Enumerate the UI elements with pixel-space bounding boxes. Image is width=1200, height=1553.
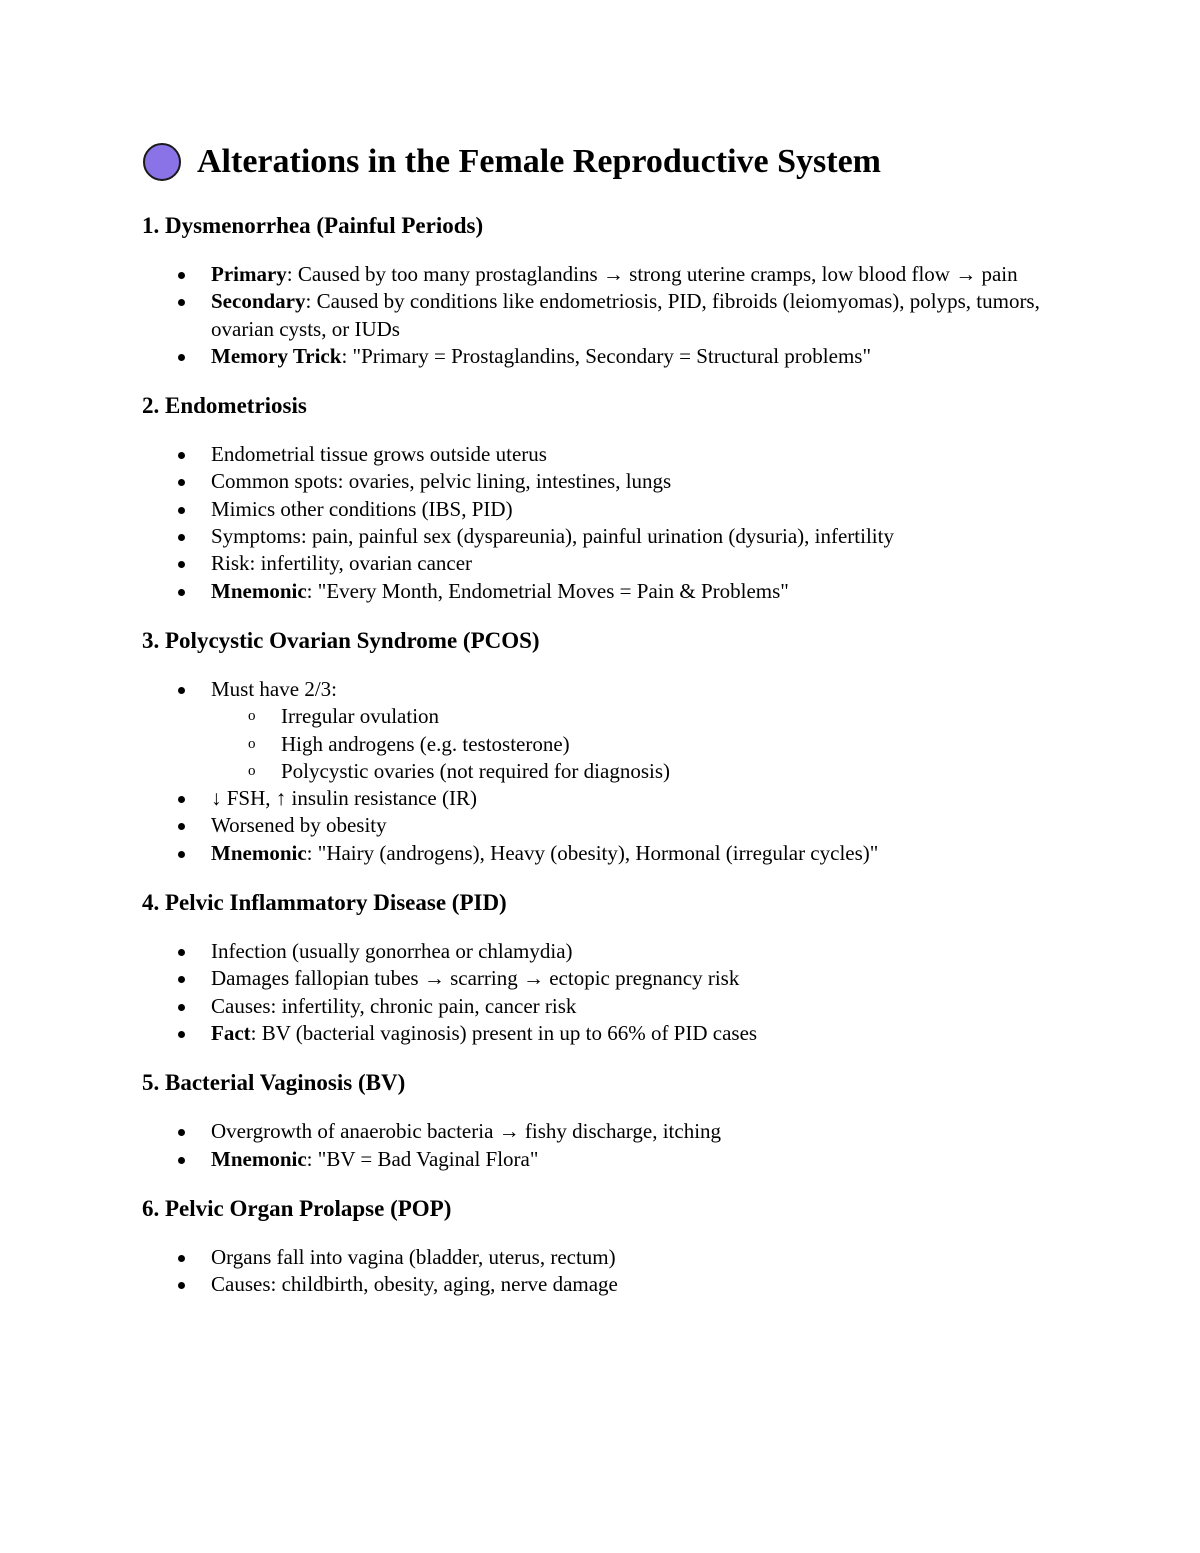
item-label: Fact	[211, 1020, 251, 1045]
item-text: Risk: infertility, ovarian cancer	[211, 551, 473, 576]
item-text: Organs fall into vagina (bladder, uterus, rectum)	[211, 1244, 616, 1269]
item-label: Secondary	[211, 289, 306, 314]
list-item	[142, 938, 1062, 965]
list-item	[142, 785, 1062, 812]
item-text: Causes: infertility, chronic pain, cancer risk	[211, 993, 577, 1018]
item-text: Worsened by obesity	[211, 813, 387, 838]
item-label: Memory Trick	[211, 343, 342, 368]
list-item	[142, 1118, 1062, 1145]
item-text: Endometrial tissue grows outside uterus	[211, 442, 547, 467]
item-text: Causes: childbirth, obesity, aging, nerve damage	[211, 1272, 618, 1297]
list-item	[142, 550, 1062, 577]
item-text: Overgrowth of anaerobic bacteria → fishy discharge, itching	[211, 1119, 722, 1144]
item-label: Mnemonic	[211, 578, 307, 603]
section-heading: 1. Dysmenorrhea (Painful Periods)	[142, 213, 484, 238]
list-item	[142, 496, 1062, 523]
list-item	[142, 812, 1062, 839]
list-item	[142, 1271, 1062, 1298]
list-item	[142, 261, 1062, 288]
page-title: Alterations in the Female Reproductive System	[197, 143, 881, 180]
section-heading: 6. Pelvic Organ Prolapse (POP)	[142, 1195, 452, 1221]
item-text: Must have 2/3:	[211, 676, 337, 701]
section-heading: 2. Endometriosis	[142, 393, 307, 419]
item-text: : BV (bacterial vaginosis) present in up to 66% of PID cases	[250, 1020, 758, 1045]
section-heading: 3. Polycystic Ovarian Syndrome (PCOS)	[142, 627, 540, 653]
item-text: ↓ FSH, ↑ insulin resistance (IR)	[211, 786, 477, 811]
title-row	[143, 138, 881, 186]
list-item	[142, 965, 1062, 992]
list-item	[142, 1020, 1062, 1047]
item-text: : "Every Month, Endometrial Moves = Pain & Problems"	[306, 578, 789, 603]
list-item	[142, 840, 1062, 867]
sub-list	[211, 703, 1062, 785]
item-text: : "Primary = Prostaglandins, Secondary = Structural problems"	[341, 343, 872, 368]
sub-list-item: o High androgens (e.g. testosterone)	[211, 731, 1062, 758]
sub-list-item: o Polycystic ovaries (not required for diagnosis)	[211, 758, 1062, 785]
list-item	[142, 1146, 1062, 1173]
bullet-list	[142, 1118, 1062, 1173]
list-item	[142, 578, 1062, 605]
item-text: Mimics other conditions (IBS, PID)	[211, 496, 513, 521]
item-text: : Caused by too many prostaglandins → strong uterine cramps, low blood flow → pain	[286, 262, 1018, 286]
item-text: Infection (usually gonorrhea or chlamydia)	[211, 939, 573, 964]
document-body	[142, 206, 1062, 1314]
item-label: Mnemonic	[211, 1146, 307, 1171]
bullet-list	[142, 441, 1062, 605]
bullet-list	[142, 1244, 1062, 1299]
list-item	[142, 1244, 1062, 1271]
item-text: Common spots: ovaries, pelvic lining, intestines, lungs	[211, 469, 672, 494]
item-text: : "Hairy (androgens), Heavy (obesity), Hormonal (irregular cycles)"	[306, 840, 879, 865]
item-label: Mnemonic	[211, 840, 307, 865]
list-item	[142, 343, 1062, 370]
list-item	[142, 523, 1062, 550]
bullet-list	[142, 261, 1062, 370]
section-heading: 5. Bacterial Vaginosis (BV)	[142, 1070, 406, 1096]
list-item	[142, 288, 1062, 343]
item-text: : "BV = Bad Vaginal Flora"	[306, 1146, 539, 1171]
list-item	[142, 441, 1062, 468]
sub-list-item: o Irregular ovulation	[211, 703, 1062, 730]
item-text: : Caused by conditions like endometriosis, PID, fibroids (leiomyomas), polyps, tumors, ovarian cysts, or IUDs	[211, 289, 1040, 341]
list-item	[142, 676, 1062, 785]
item-label: Primary	[211, 262, 287, 286]
list-item	[142, 468, 1062, 495]
item-text: Damages fallopian tubes → scarring → ectopic pregnancy risk	[211, 966, 740, 991]
purple-circle-icon	[143, 143, 181, 181]
list-item	[142, 993, 1062, 1020]
bullet-list	[142, 676, 1062, 867]
bullet-list	[142, 938, 1062, 1047]
section-heading: 4. Pelvic Inflammatory Disease (PID)	[142, 890, 507, 916]
item-text: Symptoms: pain, painful sex (dyspareunia), painful urination (dysuria), infertility	[211, 524, 894, 549]
